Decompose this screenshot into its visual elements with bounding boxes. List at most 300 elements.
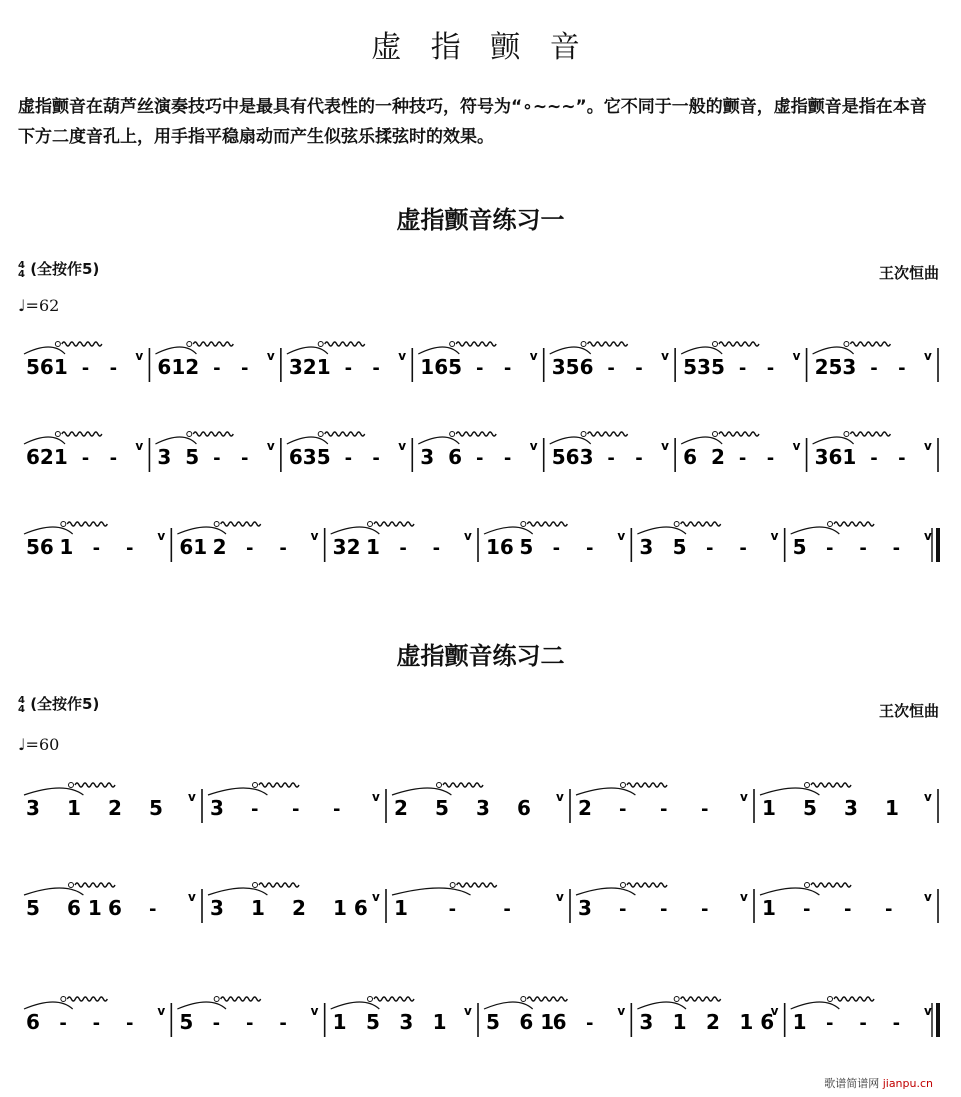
ex2-vibrato-marker <box>805 883 810 888</box>
ex1-note: - <box>126 538 134 559</box>
ex1-note: - <box>503 448 512 469</box>
ex2-vibrato-marker <box>368 997 373 1002</box>
ex1-note: 1 <box>842 445 857 469</box>
ex1-note: 25 <box>814 355 843 379</box>
ex1-slur <box>287 347 328 354</box>
ex1-vibrato-marker <box>521 522 526 527</box>
ex2-vibrato-marker <box>674 997 679 1002</box>
ex1-slur <box>24 437 65 444</box>
ex1-vibrato-marker <box>187 432 192 437</box>
ex1-note: 36 <box>814 445 843 469</box>
ex1-breath-mark: v <box>792 349 801 363</box>
ex1-vibrato-marker <box>713 342 718 347</box>
ex2-note: 3 <box>578 896 592 920</box>
ex1-note: 3 <box>157 445 172 469</box>
ex1-breath-mark: v <box>529 439 538 453</box>
ex1-vibrato-marker <box>450 342 455 347</box>
ex1-slur <box>681 347 722 354</box>
ex2-note: 1 6 <box>333 896 368 920</box>
ex1-vibrato-marker <box>318 432 323 437</box>
ex2-note: 5 <box>179 1010 194 1034</box>
ex1-vibrato-wave <box>62 432 102 436</box>
ex1-note: 1 <box>53 445 68 469</box>
ex2-note: - <box>292 799 300 820</box>
ex1-note: - <box>476 448 484 469</box>
ex2-note: 1 <box>762 896 776 920</box>
ex2-slur <box>484 1002 533 1009</box>
ex2-note: 1 <box>432 1010 447 1034</box>
ex1-note: 5 <box>185 445 200 469</box>
ex2-note: - <box>92 1013 101 1034</box>
ex1-slur <box>813 437 854 444</box>
ex2-vibrato-marker <box>521 997 526 1002</box>
ex1-vibrato-marker <box>581 432 586 437</box>
ex1-note: 5 <box>711 355 725 379</box>
ex1-vibrato-wave <box>325 432 365 436</box>
exercise1-title: 虚指颤音练习一 <box>396 206 565 234</box>
ex2-note: 2 <box>292 896 306 920</box>
ex1-note: 1 <box>316 355 331 379</box>
ex2-note: 1 <box>67 796 81 820</box>
ex1-note: - <box>503 358 512 379</box>
ex1-vibrato-wave <box>193 432 233 436</box>
ex1-vibrato-wave <box>62 342 102 346</box>
ex2-note: - <box>59 1013 67 1034</box>
ex2-vibrato-wave <box>75 783 115 787</box>
ex2-vibrato-wave <box>221 997 261 1001</box>
ex2-note: 2 <box>578 796 592 820</box>
exercise1-composer: 王次恒曲 <box>878 264 939 282</box>
ex2-vibrato-wave <box>811 883 851 887</box>
ex1-note: 32 <box>332 535 361 559</box>
ex1-vibrato-wave <box>681 522 721 526</box>
ex2-note: - <box>660 899 668 920</box>
ex1-note: 1 <box>53 355 68 379</box>
ex2-vibrato-wave <box>67 997 107 1001</box>
ex1-slur <box>155 437 196 444</box>
ex2-breath-mark: v <box>924 890 932 904</box>
ex2-vibrato-marker <box>805 783 810 788</box>
ex1-note: - <box>246 538 254 559</box>
ex2-breath-mark: v <box>740 890 748 904</box>
ex2-note: - <box>246 1013 254 1034</box>
ex2-note: 2 <box>706 1010 720 1034</box>
ex1-slur <box>24 347 65 354</box>
ex2-breath-mark: v <box>740 790 748 804</box>
ex1-note: 5 <box>519 535 534 559</box>
ex1-note: - <box>109 448 118 469</box>
ex1-note: 1 <box>366 535 380 559</box>
ex2-vibrato-wave <box>834 997 874 1001</box>
exercise2-title: 虚指颤音练习二 <box>396 642 565 670</box>
ex1-slur <box>484 527 533 534</box>
ex1-note: 6 <box>579 355 594 379</box>
ex2-slur <box>24 788 83 795</box>
ex1-note: 56 <box>551 445 580 469</box>
ex1-breath-mark: v <box>924 439 932 453</box>
ex2-breath-mark: v <box>556 790 564 804</box>
ex1-vibrato-marker <box>318 342 323 347</box>
ex2-vibrato-wave <box>374 997 414 1001</box>
ex1-vibrato-wave <box>456 342 496 346</box>
ex1-vibrato-marker <box>844 342 849 347</box>
ex2-note: 5 <box>435 796 449 820</box>
ex1-note: 5 <box>672 535 687 559</box>
ex1-breath-mark: v <box>157 529 166 543</box>
ex1-note: - <box>739 538 747 559</box>
ex1-note: 1 <box>59 535 74 559</box>
ex1-note: 62 <box>26 445 54 469</box>
ex1-vibrato-wave <box>834 522 874 526</box>
ex1-note: - <box>432 538 441 559</box>
ex1-note: - <box>344 448 353 469</box>
ex2-vibrato-wave <box>259 783 299 787</box>
ex1-note: - <box>635 448 643 469</box>
ex2-slur <box>24 888 83 895</box>
ex2-note: 1 <box>332 1010 347 1034</box>
quarter-note-icon: ♩ <box>18 735 26 754</box>
ex2-note: 2 <box>108 796 122 820</box>
ex2-breath-mark: v <box>464 1004 472 1018</box>
ex1-note: 5 <box>792 535 807 559</box>
ex2-vibrato-marker <box>621 783 626 788</box>
ex2-vibrato-marker <box>450 883 455 888</box>
ex1-note: 5 <box>316 445 331 469</box>
ex2-vibrato-marker <box>621 883 626 888</box>
ex1-note: - <box>766 358 775 379</box>
ex1-note: 32 <box>288 355 317 379</box>
ex1-note: 3 <box>579 445 594 469</box>
ex2-note: - <box>619 799 627 820</box>
ex1-vibrato-marker <box>844 432 849 437</box>
ex1-note: - <box>81 448 90 469</box>
ex2-vibrato-marker <box>69 783 74 788</box>
ex2-breath-mark: v <box>188 890 196 904</box>
ex2-note: 5 <box>803 796 817 820</box>
ex1-vibrato-marker <box>450 432 455 437</box>
ex1-note: - <box>241 448 249 469</box>
ex1-breath-mark: v <box>266 349 275 363</box>
ex1-breath-mark: v <box>792 439 801 453</box>
ex1-note: - <box>81 358 90 379</box>
ex1-note: 16 <box>420 355 449 379</box>
ex2-note: 5 <box>366 1010 380 1034</box>
ex2-note: - <box>844 899 852 920</box>
ex1-vibrato-wave <box>527 522 567 526</box>
ex1-note: - <box>109 358 118 379</box>
ex2-breath-mark: v <box>556 890 564 904</box>
ex2-note: - <box>885 899 893 920</box>
fingering-note: (全按作5) <box>30 260 100 278</box>
ex1-slur <box>791 527 840 534</box>
ex2-breath-mark: v <box>924 790 932 804</box>
ex2-slur <box>637 1002 686 1009</box>
ex2-note: - <box>701 799 709 820</box>
ex2-slur <box>177 1002 226 1009</box>
ex2-note: 6 <box>108 896 122 920</box>
ex1-breath-mark: v <box>310 529 319 543</box>
ex1-note: - <box>870 448 878 469</box>
ex2-breath-mark: v <box>188 790 196 804</box>
ex1-note: 2 <box>212 535 227 559</box>
ex1-note: - <box>372 358 380 379</box>
ex1-breath-mark: v <box>135 349 144 363</box>
ex2-note: 1 <box>792 1010 807 1034</box>
ex1-slur <box>177 527 226 534</box>
ex2-breath-mark: v <box>310 1004 319 1018</box>
exercise2-composer: 王次恒曲 <box>878 702 939 720</box>
ex2-slur <box>392 888 471 895</box>
ex2-note: - <box>212 1013 221 1034</box>
ex1-slur <box>418 437 459 444</box>
ex2-vibrato-wave <box>811 783 851 787</box>
ex2-note: 1 <box>762 796 776 820</box>
ex1-note: - <box>859 538 867 559</box>
ex1-note: 61 <box>179 535 208 559</box>
ex1-vibrato-marker <box>713 432 718 437</box>
ex1-breath-mark: v <box>398 349 407 363</box>
ex2-note: 5 <box>486 1010 500 1034</box>
ex2-slur <box>760 788 819 795</box>
ex2-vibrato-wave <box>443 783 483 787</box>
ex2-note: - <box>660 799 668 820</box>
ex1-note: 35 <box>551 355 580 379</box>
time-signature: 4 4 <box>18 259 25 280</box>
ex2-note: 3 <box>476 796 490 820</box>
ex1-note: 2 <box>711 445 725 469</box>
ex1-note: 53 <box>683 355 711 379</box>
ex1-note: - <box>552 538 561 559</box>
ex1-note: - <box>706 538 714 559</box>
ex1-vibrato-marker <box>828 522 833 527</box>
ex1-note: - <box>607 358 615 379</box>
ex2-note: - <box>279 1013 287 1034</box>
ex2-vibrato-marker <box>69 883 74 888</box>
ex2-vibrato-marker <box>828 997 833 1002</box>
ex1-note: - <box>738 448 747 469</box>
ex2-breath-mark: v <box>372 890 380 904</box>
ex1-note: 6 <box>448 445 463 469</box>
ex2-note: 6 1 <box>67 896 102 920</box>
ex1-breath-mark: v <box>464 529 472 543</box>
ex2-vibrato-marker <box>61 997 66 1002</box>
ex2-slur <box>576 788 635 795</box>
ex1-breath-mark: v <box>617 529 626 543</box>
ex2-note: 1 <box>251 896 265 920</box>
ex2-slur <box>208 888 267 895</box>
ex1-note: - <box>826 538 834 559</box>
ex1-note: 56 <box>26 535 54 559</box>
ex2-slur <box>576 888 635 895</box>
ex2-note: - <box>701 899 709 920</box>
ex1-vibrato-wave <box>850 432 890 436</box>
ex1-slur <box>155 347 196 354</box>
ex1-note: - <box>241 358 249 379</box>
ex2-note: - <box>333 799 341 820</box>
ex1-slur <box>331 527 380 534</box>
quarter-note-icon: ♩ <box>18 296 26 315</box>
ex1-breath-mark: v <box>266 439 275 453</box>
ex2-vibrato-wave <box>681 997 721 1001</box>
ex2-slur <box>208 788 267 795</box>
ex1-note: 2 <box>185 355 200 379</box>
ex1-vibrato-wave <box>719 342 759 346</box>
ex2-note: 6 <box>517 796 531 820</box>
ex1-note: 56 <box>26 355 54 379</box>
ex2-slur <box>392 788 451 795</box>
ex2-vibrato-wave <box>259 883 299 887</box>
ex2-breath-mark: v <box>924 1004 932 1018</box>
ex2-vibrato-marker <box>214 997 219 1002</box>
ex2-vibrato-marker <box>253 783 258 788</box>
ex1-vibrato-marker <box>55 342 60 347</box>
ex2-note: 3 <box>844 796 858 820</box>
ex1-note: 16 <box>486 535 514 559</box>
ex1-slur <box>550 347 591 354</box>
ex1-note: 3 <box>420 445 435 469</box>
ex1-note: - <box>279 538 287 559</box>
ex2-slur <box>24 1002 73 1009</box>
ex1-vibrato-wave <box>325 342 365 346</box>
ex1-vibrato-marker <box>674 522 679 527</box>
ex1-slur <box>287 437 328 444</box>
ex1-slur <box>813 347 854 354</box>
ex2-note: - <box>619 899 627 920</box>
ex1-vibrato-marker <box>581 342 586 347</box>
ex1-vibrato-marker <box>214 522 219 527</box>
ex2-note: 1 <box>885 796 899 820</box>
ex2-vibrato-wave <box>75 883 115 887</box>
ex2-note: 3 <box>399 1010 414 1034</box>
ex1-vibrato-wave <box>67 522 107 526</box>
ex1-vibrato-wave <box>588 432 628 436</box>
ex1-breath-mark: v <box>770 529 779 543</box>
fingering-note: (全按作5) <box>30 695 100 713</box>
ex1-breath-mark: v <box>529 349 538 363</box>
ex2-breath-mark: v <box>157 1004 166 1018</box>
ex1-breath-mark: v <box>924 349 932 363</box>
ex1-note: - <box>635 358 643 379</box>
ex2-slur <box>760 888 819 895</box>
ex1-slur <box>24 527 73 534</box>
ex2-note: 3 <box>639 1010 654 1034</box>
ex2-note: 5 <box>26 896 40 920</box>
ex2-note: - <box>448 899 457 920</box>
ex2-vibrato-marker <box>437 783 442 788</box>
time-signature: 4 4 <box>18 694 25 715</box>
ex2-vibrato-wave <box>627 783 667 787</box>
ex1-note: 6 <box>683 445 698 469</box>
exercise2-tempo: ♩=60 <box>18 735 60 754</box>
intro-paragraph: 虚指颤音在葫芦丝演奏技巧中是最具有代表性的一种技巧，符号为“∘∼∼∼”。它不同于一般的颤音，虚指颤音是指在本音下方二度音孔上，用手指平稳扇动而产生似弦乐揉弦时的效果。 <box>18 97 927 147</box>
ex1-slur <box>418 347 459 354</box>
ex1-note: - <box>92 538 101 559</box>
ex2-note: - <box>826 1013 834 1034</box>
ex2-note: 3 <box>26 796 40 820</box>
ex2-note: 5 <box>149 796 163 820</box>
ex1-breath-mark: v <box>135 439 144 453</box>
page-title: 虚 指 颤 音 <box>371 30 590 65</box>
ex1-note: - <box>898 358 906 379</box>
ex2-note: 1 <box>672 1010 687 1034</box>
ex1-vibrato-marker <box>187 342 192 347</box>
ex2-breath-mark: v <box>770 1004 779 1018</box>
ex1-vibrato-wave <box>588 342 628 346</box>
ex2-note: - <box>149 899 157 920</box>
ex1-vibrato-wave <box>456 432 496 436</box>
ex1-note: - <box>344 358 353 379</box>
ex2-note: 6 1 <box>519 1010 555 1034</box>
ex2-note: - <box>503 899 511 920</box>
ex2-note: 1 <box>394 896 408 920</box>
ex1-breath-mark: v <box>661 349 669 363</box>
ex1-slur <box>637 527 686 534</box>
ex2-note: 3 <box>210 896 224 920</box>
ex1-breath-mark: v <box>924 529 932 543</box>
ex1-note: 3 <box>639 535 654 559</box>
ex1-note: 61 <box>157 355 186 379</box>
ex1-note: - <box>213 358 221 379</box>
ex2-breath-mark: v <box>617 1004 626 1018</box>
ex1-note: - <box>607 448 615 469</box>
ex2-note: - <box>586 1013 594 1034</box>
ex2-note: - <box>859 1013 867 1034</box>
ex2-note: - <box>892 1013 901 1034</box>
ex2-note: 6 <box>552 1010 567 1034</box>
ex1-vibrato-marker <box>55 432 60 437</box>
ex1-slur <box>550 437 591 444</box>
ex1-note: - <box>898 448 906 469</box>
ex2-note: 6 <box>26 1010 40 1034</box>
ex2-note: - <box>803 899 811 920</box>
ex1-note: - <box>476 358 484 379</box>
ex2-note: 2 <box>394 796 408 820</box>
ex2-breath-mark: v <box>372 790 380 804</box>
ex1-note: - <box>892 538 901 559</box>
footer-watermark: 歌谱简谱网 jianpu.cn <box>824 1077 933 1090</box>
ex1-note: 5 <box>448 355 463 379</box>
ex1-note: - <box>399 538 407 559</box>
ex1-vibrato-marker <box>61 522 66 527</box>
ex1-slur <box>681 437 722 444</box>
ex2-vibrato-wave <box>457 883 497 887</box>
ex1-note: - <box>870 358 878 379</box>
ex1-note: - <box>372 448 380 469</box>
ex1-note: 3 <box>842 355 857 379</box>
ex2-slur <box>331 1002 380 1009</box>
ex2-slur <box>791 1002 840 1009</box>
ex1-note: 63 <box>288 445 317 469</box>
ex1-vibrato-wave <box>374 522 414 526</box>
ex1-note: - <box>213 448 221 469</box>
ex1-breath-mark: v <box>661 439 669 453</box>
ex1-note: - <box>766 448 775 469</box>
ex2-vibrato-wave <box>527 997 567 1001</box>
exercise1-tempo: ♩=62 <box>18 296 60 315</box>
ex2-note: - <box>126 1013 134 1034</box>
ex1-note: - <box>586 538 594 559</box>
ex2-note: 3 <box>210 796 224 820</box>
ex2-vibrato-marker <box>253 883 258 888</box>
ex1-vibrato-wave <box>193 342 233 346</box>
ex1-breath-mark: v <box>398 439 407 453</box>
ex1-note: - <box>738 358 747 379</box>
ex1-vibrato-wave <box>719 432 759 436</box>
ex1-vibrato-marker <box>368 522 373 527</box>
ex2-note: 1 6 <box>739 1010 775 1034</box>
ex2-vibrato-wave <box>627 883 667 887</box>
ex1-vibrato-wave <box>221 522 261 526</box>
